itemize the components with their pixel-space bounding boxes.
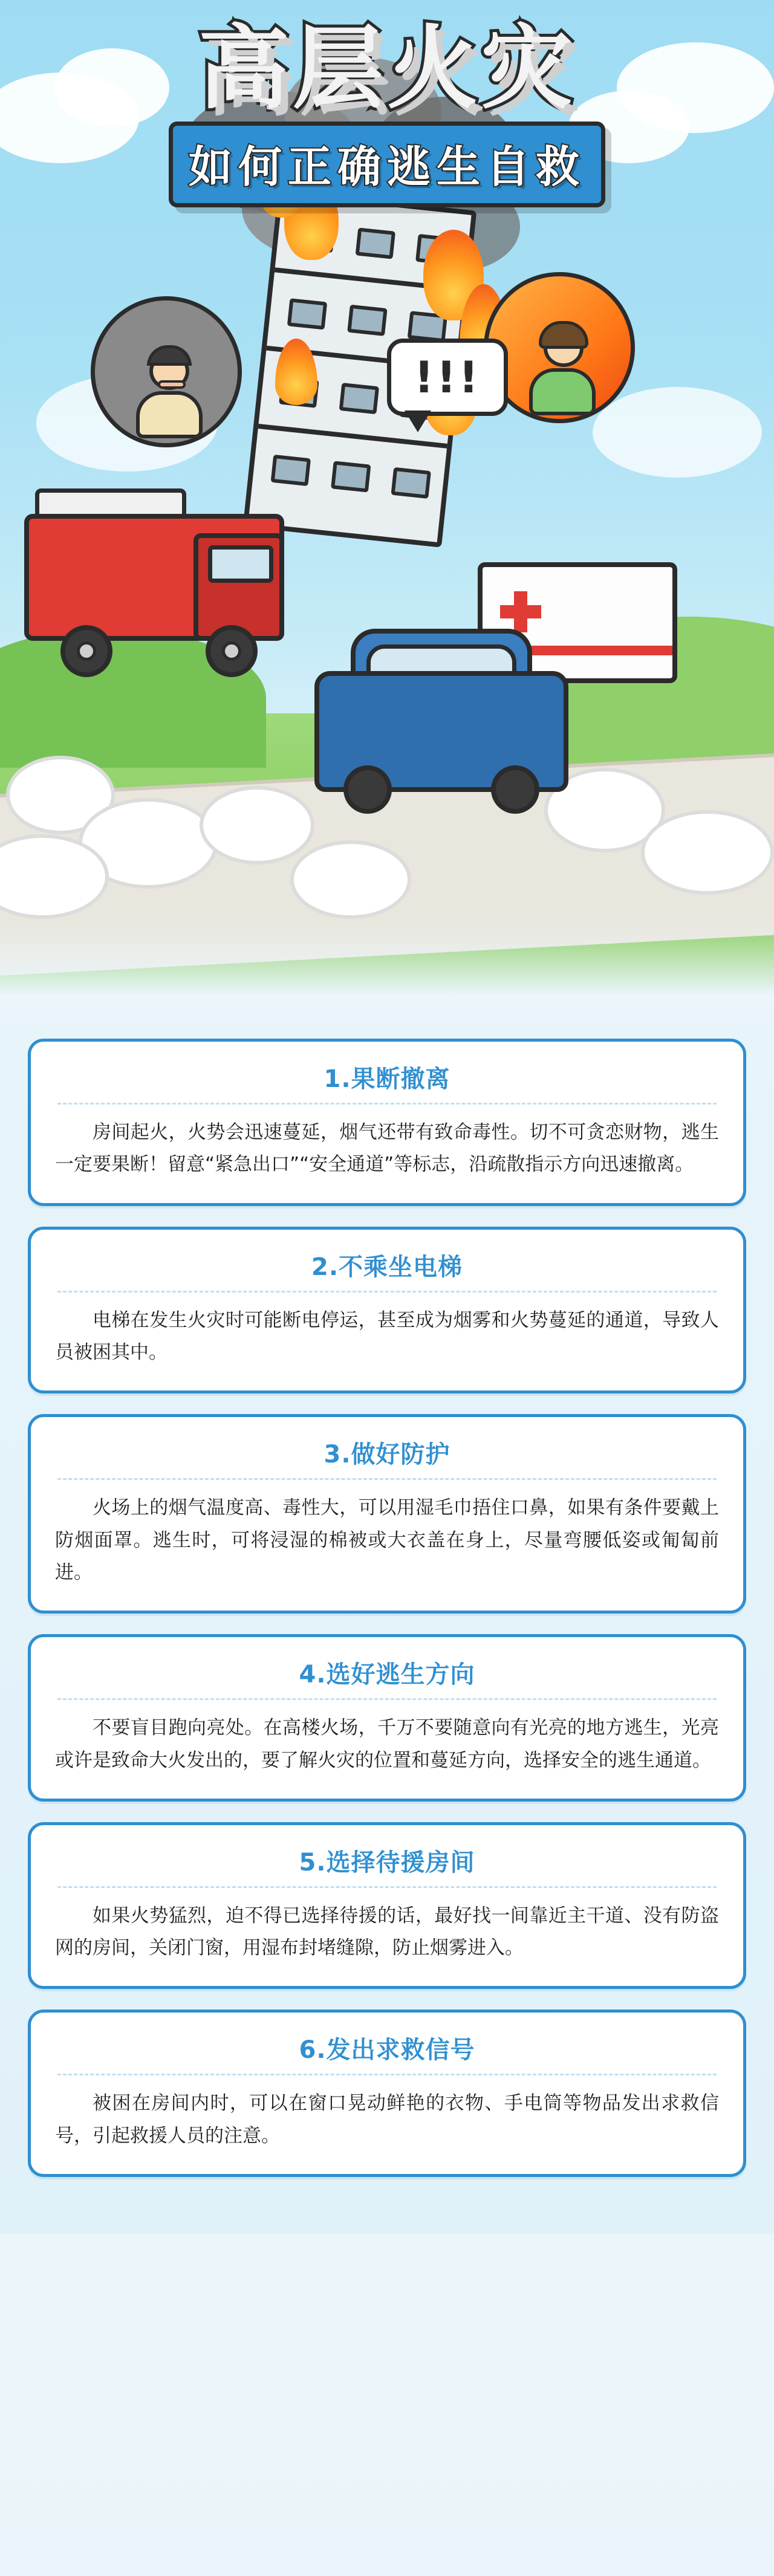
tip-title: 2.不乘坐电梯 [311,1253,463,1281]
tip-body: 房间起火，火势会迅速蔓延，烟气还带有致命毒性。切不可贪恋财物，逃生一定要果断！留意“紧急出口”“安全通道”等标志，沿疏散指示方向迅速撤离。 [55,1121,719,1176]
car-icon [314,623,568,822]
hero-illustration [0,0,774,1028]
tip-card-5 [28,1822,746,1990]
car-wheel [491,765,539,814]
person-body [136,391,203,438]
person-body [529,368,596,415]
divider [57,1886,717,1888]
cloud-icon [593,387,762,478]
tip-card-2 [28,1227,746,1394]
smoke-puff [641,810,774,895]
tip-body: 如果火势猛烈，迫不得已选择待援的话，最好找一间靠近主干道、没有防盗网的房间，关闭门窗，用湿布封堵缝隙，防止烟雾进入。 [55,1904,719,1959]
tips-list [0,1028,774,2234]
truck-window [208,545,273,583]
page-subtitle: 如何正确逃生自救 [188,141,585,192]
tip-title: 1.果断撤离 [324,1065,450,1093]
medical-cross-icon [500,605,541,618]
smoke-puff [200,786,314,865]
page-title: 高层火灾 [198,16,576,122]
tip-body: 不要盲目跑向亮处。在高楼火场，千万不要随意向有光亮的地方逃生，光亮或许是致命大火发出的，要了解火灾的位置和蔓延方向，选择安全的逃生通道。 [55,1717,719,1771]
truck-wheel [206,625,258,677]
tip-title: 5.选择待援房间 [299,1848,475,1877]
divider [57,1103,717,1105]
shout-bubble: !!! [387,339,508,416]
tip-title: 4.选好逃生方向 [299,1661,475,1689]
tip-card-1 [28,1039,746,1206]
car-wheel [343,765,392,814]
tip-title: 6.发出求救信号 [299,2036,475,2065]
tip-title: 3.做好防护 [324,1441,450,1469]
divider [57,1478,717,1480]
hero-bottom-fade [0,919,774,1028]
divider [57,2074,717,2075]
tip-card-3 [28,1414,746,1614]
character-bubble-left [91,296,242,447]
person-hair [147,345,192,366]
tip-body: 火场上的烟气温度高、毒性大，可以用湿毛巾捂住口鼻，如果有条件要戴上防烟面罩。逃生时，可将浸湿的棉被或大衣盖在身上，尽量弯腰低姿或匍匐前进。 [55,1497,719,1583]
person-hair [539,321,588,349]
tip-card-4 [28,1634,746,1802]
truck-wheel [60,625,112,677]
tip-body: 电梯在发生火灾时可能断电停运，甚至成为烟雾和火势蔓延的通道，导致人员被困其中。 [55,1309,719,1363]
tip-card-6 [28,2010,746,2177]
divider [57,1291,717,1293]
poster-title-block [0,16,774,207]
smoke-puff [290,840,411,919]
divider [57,1698,717,1700]
person-hand [158,380,186,389]
fire-truck-icon [24,478,284,677]
tip-body: 被困在房间内时，可以在窗口晃动鲜艳的衣物、手电筒等物品发出求救信号，引起救援人员的注意。 [55,2092,719,2147]
subtitle-banner [169,122,605,207]
